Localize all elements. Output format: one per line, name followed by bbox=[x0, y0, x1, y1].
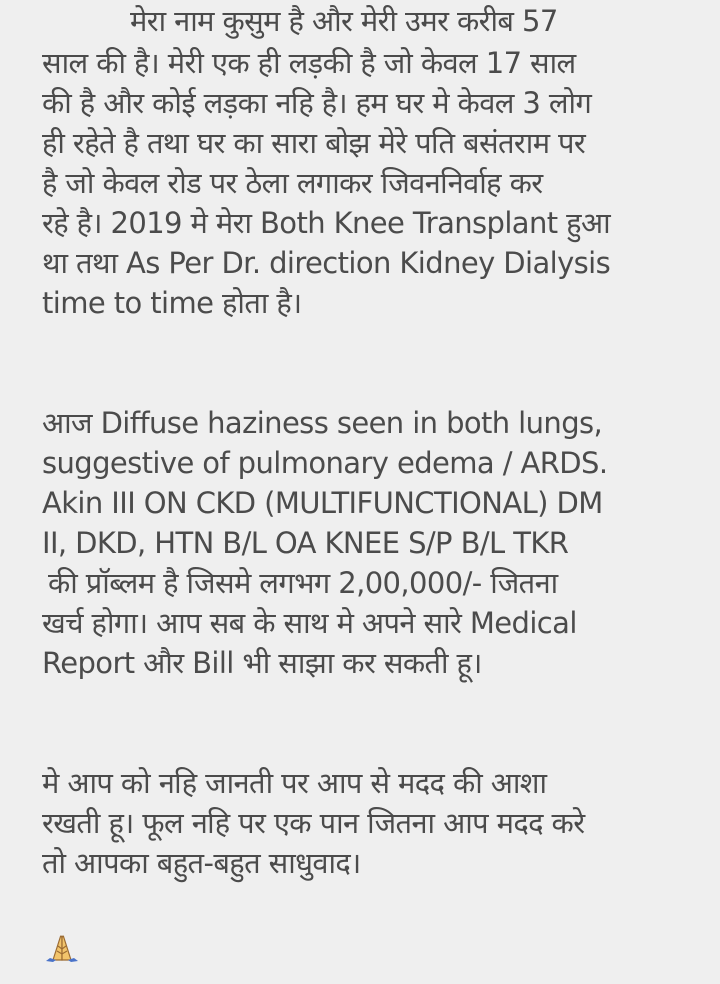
message-line: तो आपका बहुत-बहुत साधुवाद। bbox=[42, 846, 361, 880]
folded-hands-icon bbox=[43, 926, 81, 962]
message-line: की प्रॉब्लम है जिसमे लगभग 2,00,000/- जितना bbox=[48, 566, 558, 600]
message-line: Akin III ON CKD (MULTIFUNCTIONAL) DM bbox=[42, 486, 603, 520]
message-line: आज Diffuse haziness seen in both lungs, bbox=[42, 406, 603, 440]
message-line: Report और Bill भी साझा कर सकती हू। bbox=[42, 646, 482, 680]
message-line: time to time होता है। bbox=[42, 286, 302, 320]
message-line: मेरा नाम कुसुम है और मेरी उमर करीब 57 bbox=[130, 4, 558, 38]
message-line: था तथा As Per Dr. direction Kidney Dialysis bbox=[42, 246, 611, 280]
message-line: साल की है। मेरी एक ही लड़की है जो केवल 17 साल bbox=[42, 46, 576, 80]
message-line: II, DKD, HTN B/L OA KNEE S/P B/L TKR bbox=[42, 526, 569, 560]
message-line: suggestive of pulmonary edema / ARDS. bbox=[42, 446, 608, 480]
message-line: की है और कोई लड़का नहि है। हम घर मे केवल 3 लोग bbox=[42, 86, 592, 120]
message-line: है जो केवल रोड पर ठेला लगाकर जिवननिर्वाह कर bbox=[42, 166, 543, 200]
message-line: रहे है। 2019 मे मेरा Both Knee Transplant हुआ bbox=[42, 206, 610, 240]
message-line: रखती हू। फूल नहि पर एक पान जितना आप मदद करे bbox=[42, 806, 585, 840]
message-line: मे आप को नहि जानती पर आप से मदद की आशा bbox=[42, 766, 547, 800]
message-line: ही रहेते है तथा घर का सारा बोझ मेरे पति बसंतराम पर bbox=[42, 126, 586, 160]
message-line: खर्च होगा। आप सब के साथ मे अपने सारे Medical bbox=[42, 606, 577, 640]
